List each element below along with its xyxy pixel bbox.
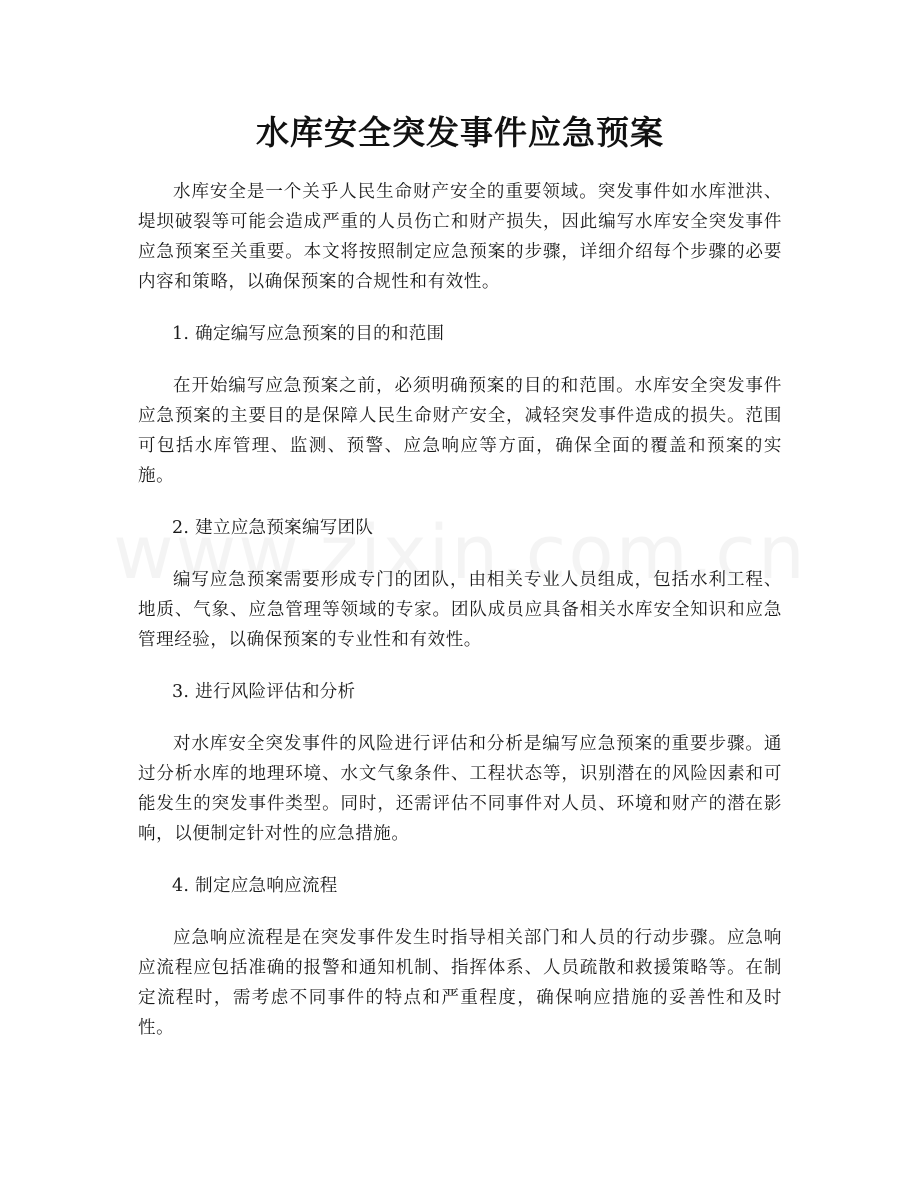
section-3 <box>138 677 782 849</box>
section-2 <box>138 513 782 655</box>
section-heading: 4. 制定应急响应流程 <box>172 876 338 896</box>
document-body <box>138 177 782 1043</box>
section-heading: 1. 确定编写应急预案的目的和范围 <box>172 324 445 344</box>
section-body: 对水库安全突发事件的风险进行评估和分析是编写应急预案的重要步骤。通过分析水库的地理环境、水文气象条件、工程状态等，识别潜在的风险因素和可能发生的突发事件类型。同时，还需评估不同事件对人员、环境和财产的潜在影响，以便制定针对性的应急措施。 <box>138 734 782 844</box>
section-body: 在开始编写应急预案之前，必须明确预案的目的和范围。水库安全突发事件应急预案的主要目的是保障人民生命财产安全，减轻突发事件造成的损失。范围可包括水库管理、监测、预警、应急响应等方面，确保全面的覆盖和预案的实施。 <box>138 376 782 486</box>
section-4 <box>138 871 782 1043</box>
section-heading: 3. 进行风险评估和分析 <box>172 682 356 702</box>
section-body: 编写应急预案需要形成专门的团队，由相关专业人员组成，包括水利工程、地质、气象、应急管理等领域的专家。团队成员应具备相关水库安全知识和应急管理经验，以确保预案的专业性和有效性。 <box>138 570 782 650</box>
section-heading: 2. 建立应急预案编写团队 <box>172 518 374 538</box>
document-title: 水库安全突发事件应急预案 <box>256 113 664 152</box>
section-1 <box>138 319 782 491</box>
section-body: 应急响应流程是在突发事件发生时指导相关部门和人员的行动步骤。应急响应流程应包括准确的报警和通知机制、指挥体系、人员疏散和救援策略等。在制定流程时，需考虑不同事件的特点和严重程度，确保响应措施的妥善性和及时性。 <box>138 928 782 1038</box>
intro-paragraph: 水库安全是一个关乎人民生命财产安全的重要领域。突发事件如水库泄洪、堤坝破裂等可能会造成严重的人员伤亡和财产损失，因此编写水库安全突发事件应急预案至关重要。本文将按照制定应急预案的步骤，详细介绍每个步骤的必要内容和策略，以确保预案的合规性和有效性。 <box>138 182 782 292</box>
